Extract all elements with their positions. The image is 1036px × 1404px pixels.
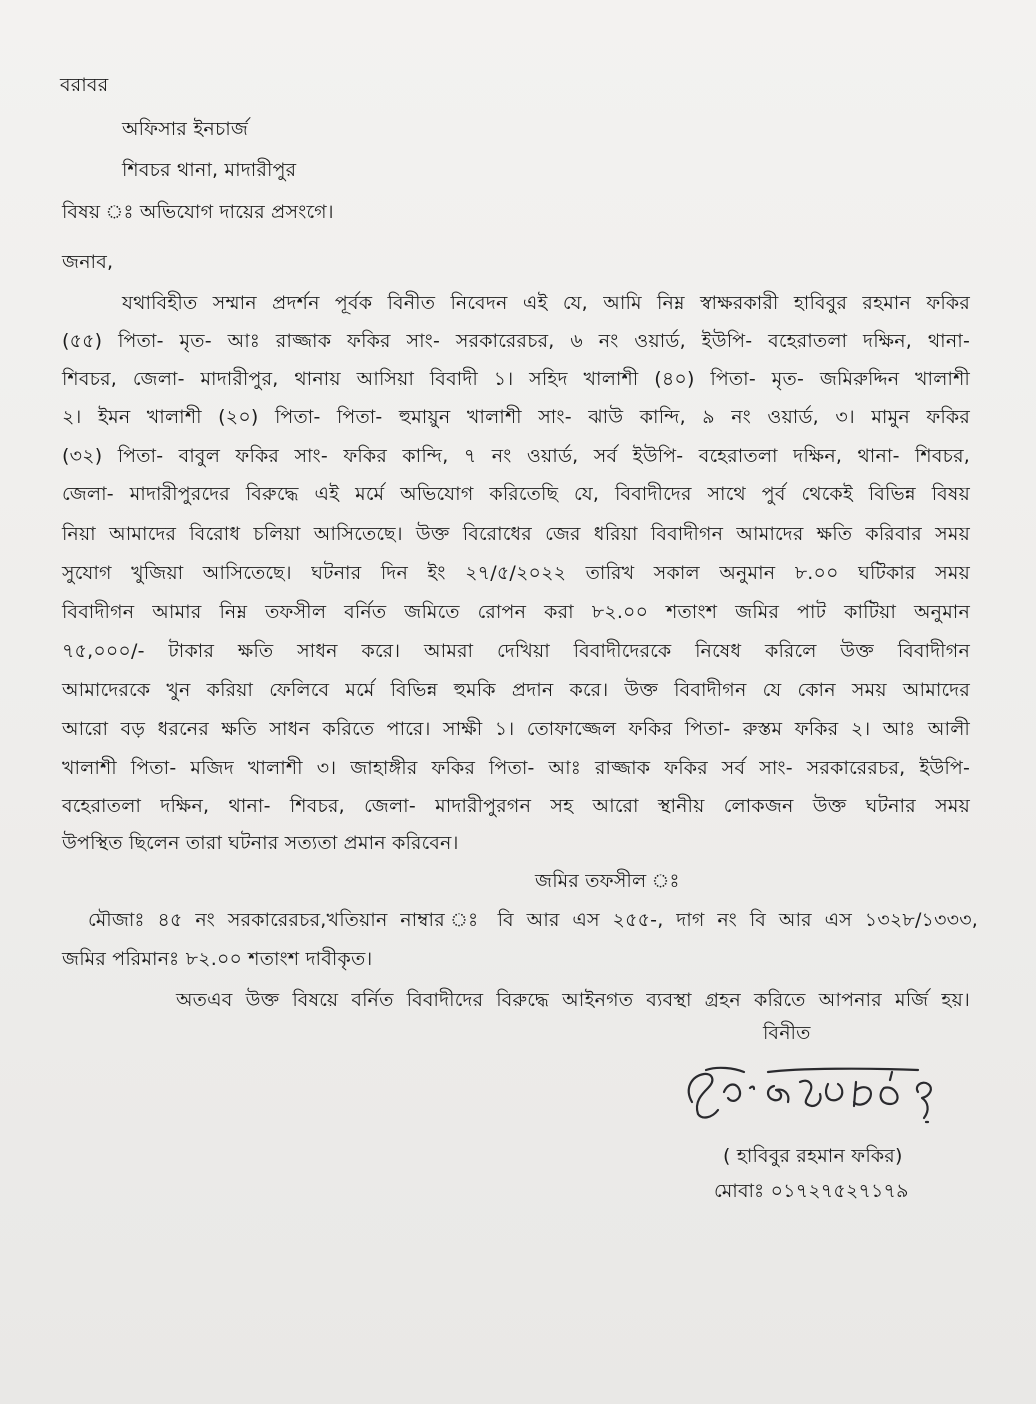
signer-name: ( হাবিবুর রহমান ফকির) xyxy=(723,1145,903,1167)
land-details-mouza: মৌজাঃ ৪৫ নং সরকারেরচর,খতিয়ান নাম্বার ঃ বি আর এস ২৫৫-, দাগ নং বি আর এস ১৩২৮/১৩৩৩, xyxy=(88,909,978,931)
mobile-number: মোবাঃ ০১৭২৭৫২৭১৭৯ xyxy=(714,1180,909,1202)
greeting: জনাব, xyxy=(62,251,114,273)
body-line: খালাশী পিতা- মজিদ খালাশী ৩। জাহাঙ্গীর ফকির পিতা- আঃ রাজ্জাক ফকির সর্ব সাং- সরকারেরচর, ইউপি- xyxy=(62,757,970,779)
land-details-amount: জমির পরিমানঃ ৮২.০০ শতাংশ দাবীকৃত। xyxy=(62,948,373,970)
body-line: জেলা- মাদারীপুরদের বিরুদ্ধে এই মর্মে অভিযোগ করিতেছি যে, বিবাদীদের সাথে পুর্ব থেকেই বিভিন্ন বিষয় xyxy=(62,483,970,505)
body-line: (৩২) পিতা- বাবুল ফকির সাং- ফকির কান্দি, ৭ নং ওয়ার্ড, সর্ব ইউপি- বহেরাতলা দক্ষিন, থানা- শিবচর, xyxy=(62,445,970,467)
body-line: বহেরাতলা দক্ষিন, থানা- শিবচর, জেলা- মাদারীপুরগন সহ আরো স্থানীয় লোকজন উক্ত ঘটনার সময় xyxy=(62,795,970,817)
body-line: আরো বড় ধরনের ক্ষতি সাধন করিতে পারে। সাক্ষী ১। তোফাজ্জেল ফকির পিতা- রুস্তম ফকির ২। আঃ আলী xyxy=(62,718,970,740)
signature-scribble xyxy=(678,1058,958,1130)
body-line: সুযোগ খুজিয়া আসিতেছে। ঘটনার দিন ইং ২৭/৫/২০২২ তারিখ সকাল অনুমান ৮.০০ ঘটিকার সময় xyxy=(62,562,970,584)
body-line: শিবচর, জেলা- মাদারীপুর, থানায় আসিয়া বিবাদী ১। সহিদ খালাশী (৪০) পিতা- মৃত- জমিরুদ্দিন খালাশী xyxy=(62,368,970,390)
closing: বিনীত xyxy=(763,1022,811,1044)
body-line: উপস্থিত ছিলেন তারা ঘটনার সত্যতা প্রমান করিবেন। xyxy=(62,832,459,854)
body-line: যথাবিহীত সম্মান প্রদর্শন পূর্বক বিনীত নিবেদন এই যে, আমি নিম্ন স্বাক্ষরকারী হাবিবুর রহমান ফকির xyxy=(122,292,970,314)
body-line: নিয়া আমাদের বিরোধ চলিয়া আসিতেছে। উক্ত বিরোধের জের ধরিয়া বিবাদীগন আমাদের ক্ষতি করিবার সময় xyxy=(62,523,970,545)
recipient-address: শিবচর থানা, মাদারীপুর xyxy=(122,159,297,181)
prayer-line: অতএব উক্ত বিষয়ে বর্নিত বিবাদীদের বিরুদ্ধে আইনগত ব্যবস্থা গ্রহন করিতে আপনার মর্জি হয়। xyxy=(176,989,970,1011)
subject-line: বিষয় ঃ অভিযোগ দায়ের প্রসংগে। xyxy=(62,201,334,223)
body-line: (৫৫) পিতা- মৃত- আঃ রাজ্জাক ফকির সাং- সরকারেরচর, ৬ নং ওয়ার্ড, ইউপি- বহেরাতলা দক্ষিন, থানা- xyxy=(62,330,970,352)
body-line: ৭৫,০০০/- টাকার ক্ষতি সাধন করে। আমরা দেখিয়া বিবাদীদেরকে নিষেধ করিলে উক্ত বিবাদীগন xyxy=(62,640,970,662)
signature xyxy=(678,1058,958,1130)
recipient-title: অফিসার ইনচার্জ xyxy=(122,118,249,140)
body-line: আমাদেরকে খুন করিয়া ফেলিবে মর্মে বিভিন্ন হুমকি প্রদান করে। উক্ত বিবাদীগন যে কোন সময় আমাদের xyxy=(62,679,970,701)
body-line: ২। ইমন খালাশী (২০) পিতা- পিতা- হুমায়ুন খালাশী সাং- ঝাউ কান্দি, ৯ নং ওয়ার্ড, ৩। মামুন ফকির xyxy=(62,406,970,428)
land-details-heading: জমির তফসীল ঃ xyxy=(535,870,680,892)
body-line: বিবাদীগন আমার নিম্ন তফসীল বর্নিত জমিতে রোপন করা ৮২.০০ শতাংশ জমির পাট কাটিয়া অনুমান xyxy=(62,601,970,623)
salutation-to: বরাবর xyxy=(60,74,109,96)
